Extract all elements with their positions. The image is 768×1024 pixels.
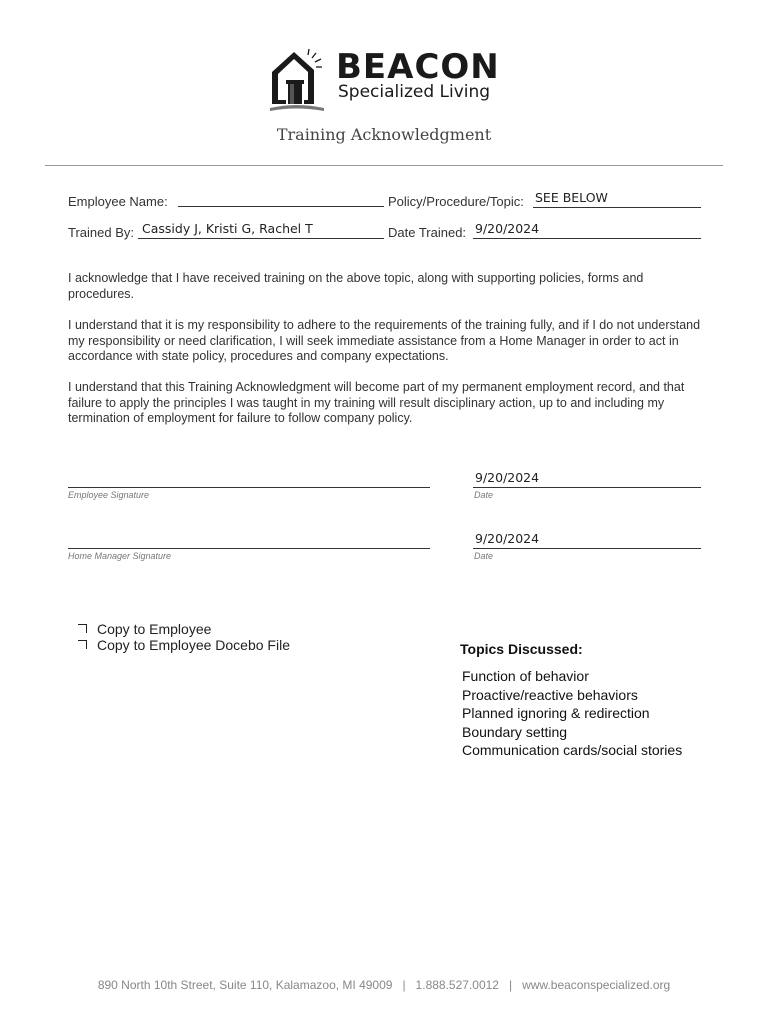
record-paragraph: I understand that this Training Acknowledgment will become part of my permanent employment record, and that failure to apply the principles I was taught in my training will result disciplinary action, up to and including my termination of employment for failure to follow company policy.	[68, 380, 685, 425]
copy-to-employee-checkbox[interactable]	[78, 621, 211, 637]
manager-date-field[interactable]	[473, 531, 701, 549]
brand-tagline: Specialized Living	[338, 82, 491, 102]
manager-signature-field[interactable]	[68, 548, 430, 549]
topic-item: Boundary setting	[462, 723, 568, 740]
copy-to-employee-label: Copy to Employee	[97, 621, 212, 637]
brand-name: BEACON	[336, 47, 500, 87]
acknowledgment-paragraph: I acknowledge that I have received training on the above topic, along with supporting policies, forms and procedures.	[68, 271, 644, 301]
employee-signature-caption: Employee Signature	[68, 490, 150, 500]
manager-date-caption: Date	[474, 551, 494, 561]
employee-signature-field[interactable]	[68, 487, 430, 488]
topics-list	[462, 667, 682, 760]
beacon-logo	[266, 44, 506, 114]
topic-item: Proactive/reactive behaviors	[462, 686, 638, 703]
copy-to-docebo-checkbox[interactable]	[78, 637, 290, 653]
date-trained-value: 9/20/2024	[475, 221, 540, 236]
topic-item: Planned ignoring & redirection	[462, 705, 650, 721]
policy-field[interactable]	[533, 190, 701, 208]
topic-item: Communication cards/social stories	[462, 742, 683, 758]
date-trained-field[interactable]	[473, 221, 701, 239]
employee-name-label: Employee Name:	[68, 194, 168, 209]
title-divider	[45, 165, 723, 166]
house-icon	[266, 44, 332, 114]
checkbox-icon[interactable]	[78, 624, 87, 633]
policy-value: SEE BELOW	[535, 190, 608, 205]
policy-label: Policy/Procedure/Topic:	[388, 194, 524, 209]
topic-item: Function of behavior	[462, 668, 589, 684]
copy-to-docebo-label: Copy to Employee Docebo File	[97, 637, 290, 653]
date-trained-label: Date Trained:	[388, 225, 467, 240]
employee-name-field[interactable]	[178, 206, 384, 207]
employee-date-caption: Date	[474, 490, 494, 500]
trained-by-value: Cassidy J, Kristi G, Rachel T	[142, 221, 313, 236]
document-title: Training Acknowledgment	[276, 125, 492, 144]
manager-signature-caption: Home Manager Signature	[68, 551, 172, 561]
manager-date-value: 9/20/2024	[475, 531, 540, 546]
responsibility-paragraph: I understand that it is my responsibility to adhere to the requirements of the training fully, and if I do not understand my responsibility or need clarification, I will seek immediate assistance from a Home Manager in order to act in accordance with state policy, procedures and company expectations.	[68, 318, 701, 363]
trained-by-label: Trained By:	[68, 225, 134, 240]
checkbox-icon[interactable]	[78, 640, 87, 649]
topics-heading: Topics Discussed:	[460, 641, 583, 657]
employee-date-field[interactable]	[473, 470, 701, 488]
footer-contact: 890 North 10th Street, Suite 110, Kalamazoo, MI 49009 | 1.888.527.0012 | www.beaconspecialized.org	[97, 978, 671, 992]
trained-by-field[interactable]	[138, 221, 384, 239]
employee-date-value: 9/20/2024	[475, 470, 540, 485]
